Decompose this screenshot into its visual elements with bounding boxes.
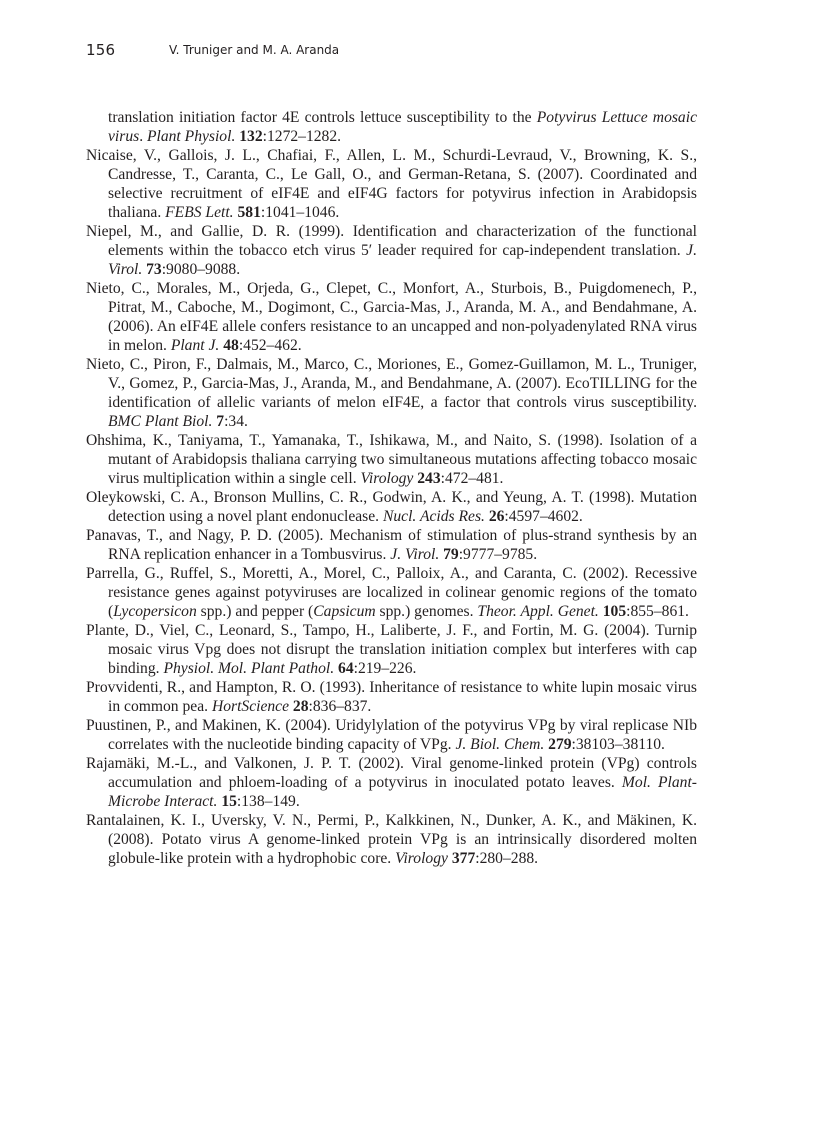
reference-entry: Puustinen, P., and Makinen, K. (2004). Uridylylation of the potyvirus VPg by viral replicase NIb correlates with the nucleotide binding capacity of VPg. J. Biol. Chem. 279:38103–38110. [86, 717, 697, 753]
reference-list [86, 108, 697, 868]
reference-entry: Panavas, T., and Nagy, P. D. (2005). Mechanism of stimulation of plus-strand synthesis by an RNA replication enhancer in a Tombusvirus. J. Virol. 79:9777–9785. [86, 527, 697, 563]
reference-entry: Oleykowski, C. A., Bronson Mullins, C. R., Godwin, A. K., and Yeung, A. T. (1998). Mutation detection using a novel plant endonuclease. Nucl. Acids Res. 26:4597–4602. [86, 489, 697, 525]
reference-entry: translation initiation factor 4E controls lettuce susceptibility to the Potyvirus Lettuce mosaic virus. Plant Physiol. 132:1272–1282. [108, 109, 697, 145]
reference-entry: Nieto, C., Morales, M., Orjeda, G., Clepet, C., Monfort, A., Sturbois, B., Puigdomenech, P., Pitrat, M., Caboche, M., Dogimont, C., Garcia-Mas, J., Aranda, M. A., and Bendahmane, A. (2006). An eIF4E allele confers resistance to an uncapped and non-polyadenylated RNA virus in melon. Plant J. 48:452–462. [86, 280, 697, 354]
reference-entry: Nieto, C., Piron, F., Dalmais, M., Marco, C., Moriones, E., Gomez-Guillamon, M. L., Truniger, V., Gomez, P., Garcia-Mas, J., Aranda, M., and Bendahmane, A. (2007). EcoTILLING for the identification of allelic variants of melon eIF4E, a factor that controls virus susceptibility. BMC Plant Biol. 7:34. [86, 356, 697, 430]
running-head: V. Truniger and M. A. Aranda [169, 43, 340, 57]
reference-entry: Rajamäki, M.-L., and Valkonen, J. P. T. (2002). Viral genome-linked protein (VPg) controls accumulation and phloem-loading of a potyvirus in inoculated potato leaves. Mol. Plant-Microbe Interact. 15:138–149. [86, 755, 697, 810]
reference-entry: Nicaise, V., Gallois, J. L., Chafiai, F., Allen, L. M., Schurdi-Levraud, V., Browning, K. S., Candresse, T., Caranta, C., Le Gall, O., and German-Retana, S. (2007). Coordinated and selective recruitment of eIF4E and eIF4G factors for potyvirus infection in Arabidopsis thaliana. FEBS Lett. 581:1041–1046. [86, 147, 697, 221]
reference-entry: Ohshima, K., Taniyama, T., Yamanaka, T., Ishikawa, M., and Naito, S. (1998). Isolation of a mutant of Arabidopsis thaliana carrying two simultaneous mutations affecting tobacco mosaic virus multiplication within a single cell. Virology 243:472–481. [86, 432, 697, 487]
page-number: 156 [86, 41, 116, 59]
reference-entry: Niepel, M., and Gallie, D. R. (1999). Identification and characterization of the functional elements within the tobacco etch virus 5′ leader required for cap-independent translation. J. Virol. 73:9080–9088. [86, 223, 697, 278]
reference-entry: Parrella, G., Ruffel, S., Moretti, A., Morel, C., Palloix, A., and Caranta, C. (2002). Recessive resistance genes against potyviruses are localized in colinear genomic regions of the tomato (Lycopersicon spp.) and pepper (Capsicum spp.) genomes. Theor. Appl. Genet. 105:855–861. [86, 565, 697, 620]
reference-entry: Rantalainen, K. I., Uversky, V. N., Permi, P., Kalkkinen, N., Dunker, A. K., and Mäkinen, K. (2008). Potato virus A genome-linked protein VPg is an intrinsically disordered molten globule-like protein with a hydrophobic core. Virology 377:280–288. [86, 812, 697, 867]
reference-entry: Provvidenti, R., and Hampton, R. O. (1993). Inheritance of resistance to white lupin mosaic virus in common pea. HortScience 28:836–837. [86, 679, 697, 715]
reference-entry: Plante, D., Viel, C., Leonard, S., Tampo, H., Laliberte, J. F., and Fortin, M. G. (2004). Turnip mosaic virus Vpg does not disrupt the translation initiation complex but interferes with cap binding. Physiol. Mol. Plant Pathol. 64:219–226. [86, 622, 697, 677]
